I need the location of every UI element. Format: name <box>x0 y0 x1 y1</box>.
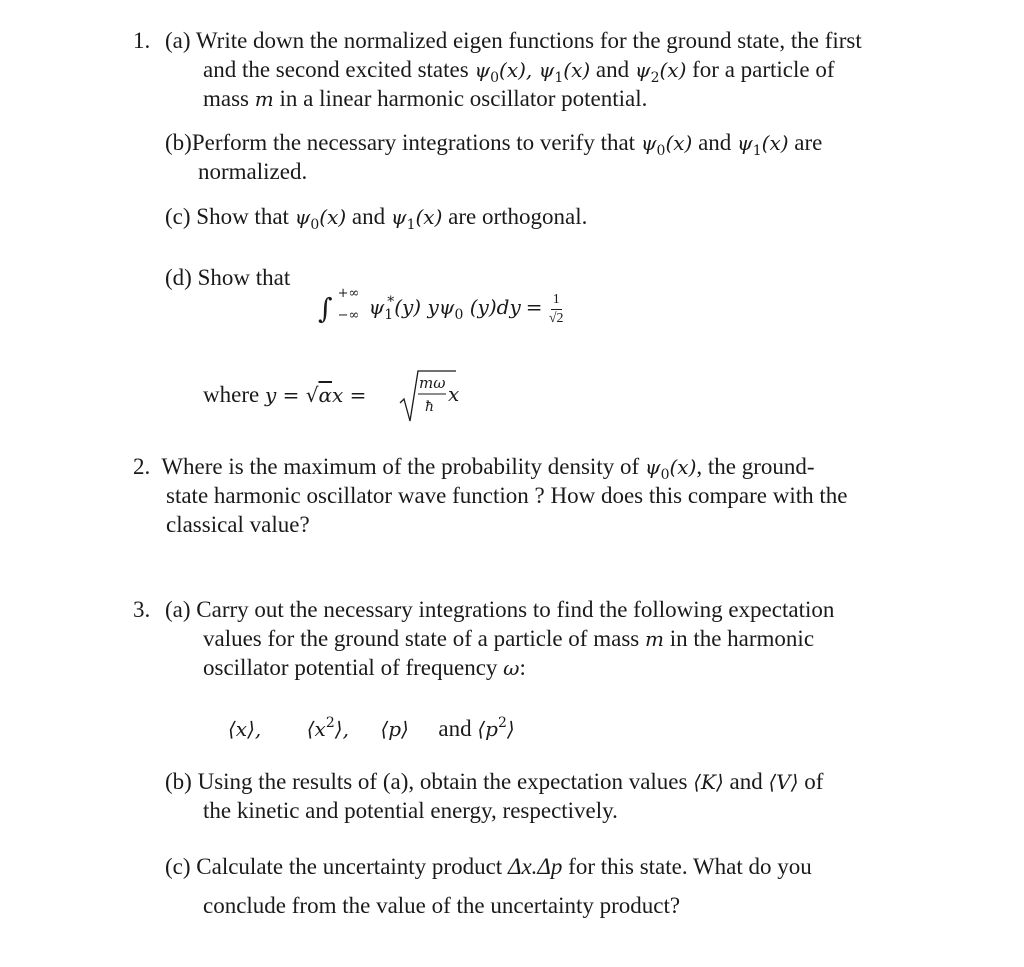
q3b-line1: (b) Using the results of (a), obtain the expectation values ⟨K⟩ and ⟨V⟩ of <box>165 769 824 794</box>
q3c-line1: (c) Calculate the uncertainty product Δx.Δp for this state. What do you <box>165 854 812 879</box>
svg-text:x: x <box>448 382 460 406</box>
q1a-line2: and the second excited states $\psi_0(x)$, $\psi_1(x)$ and $\psi_2(x)$ for a particle of <box>203 57 835 86</box>
where-line: where y = √αx = <box>203 382 367 407</box>
q1a-line3: mass m in a linear harmonic oscillator potential. <box>203 86 648 111</box>
q3c-line2: conclude from the value of the uncertainty product? <box>203 893 681 918</box>
expectation-list: ⟨x⟩, $⟨x^2⟩$, ⟨p⟩ and $⟨p^2⟩$ <box>228 715 515 741</box>
q3a-line1: (a) Carry out the necessary integrations to find the following expectation <box>165 597 835 622</box>
q3-number: 3. <box>133 597 151 622</box>
q3a-line2: values for the ground state of a particle of mass m in the harmonic <box>203 626 815 651</box>
sqrt-frac-math <box>398 365 478 425</box>
q1a-line1: (a) Write down the normalized eigen functions for the ground state, the first <box>165 28 862 53</box>
q2-line1: 2. Where is the maximum of the probability density of $\psi_0(x)$, the ground- <box>133 454 815 483</box>
svg-text:mω: mω <box>419 374 446 392</box>
q3a-line3: oscillator potential of frequency ω: <box>203 655 526 680</box>
q1d-line: (d) Show that <box>165 265 291 290</box>
svg-text:ħ: ħ <box>425 399 435 415</box>
q1c-line: (c) Show that $\psi_0(x)$ and $\psi_1(x)$ are orthogonal. <box>165 204 588 233</box>
q1-number: 1. <box>133 28 151 53</box>
q2-line2: state harmonic oscillator wave function ? How does this compare with the <box>166 483 848 508</box>
q3b-line2: the kinetic and potential energy, respectively. <box>203 798 618 823</box>
psi-list-math: $\psi_0(x)$, $\psi_1(x)$ <box>474 58 591 86</box>
q1b-line2: normalized. <box>198 159 308 184</box>
q2-line3: classical value? <box>166 512 310 537</box>
q1b-line1: (b)Perform the necessary integrations to verify that $\psi_0(x)$ and $\psi_1(x)$ are <box>165 130 823 159</box>
integral-equation: ∫ +∞ −∞ $\psi_1^*(y)$ $y\psi_0$ (y)dy = $\frac{1}{√2}$ <box>318 286 564 326</box>
